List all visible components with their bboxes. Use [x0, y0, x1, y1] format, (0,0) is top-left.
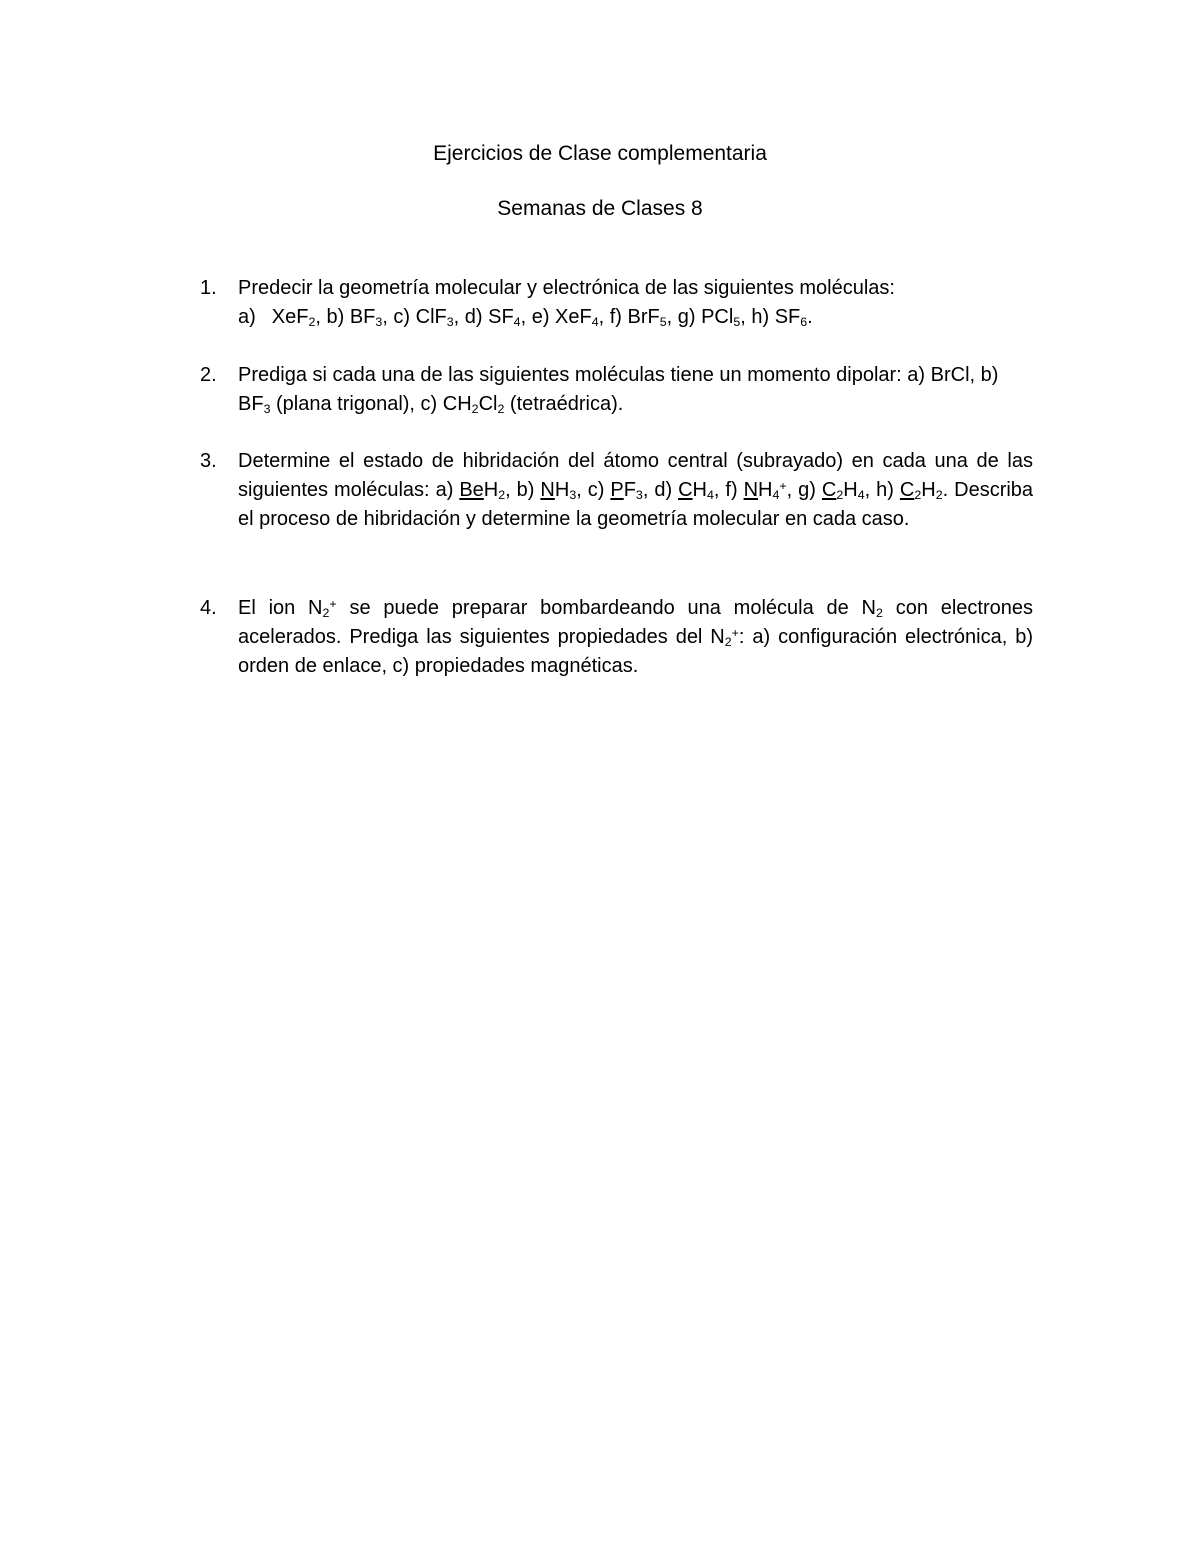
exercise-item	[200, 361, 1033, 419]
exercise-item	[200, 274, 1033, 332]
document-title: Ejercicios de Clase complementaria	[433, 142, 767, 165]
exercise-text: El ion $N_2^+$ se puede preparar bombardeando una molécula de $N_2$ con electrones acelerados. Prediga las siguientes propiedades del $N_2^+$: a) configuración electrónica, b) orden de enlace, c) propiedades magnéticas.	[238, 596, 1034, 677]
exercise-number: 1.	[200, 277, 217, 299]
exercise-number: 3.	[200, 450, 217, 472]
exercise-text: Prediga si cada una de las siguientes moléculas tiene un momento dipolar: a) BrCl, b) $BF_3$ (plana trigonal), c) $CH_2Cl_2$ (tetraédrica).	[238, 364, 999, 417]
exercise-number: 2.	[200, 364, 217, 386]
exercise-text: Predecir la geometría molecular y electrónica de las siguientes moléculas: a) XeF$_2$, b) $BF_3$, c) ClF$_3$, d) $SF_4$, e) XeF$_4$, f) BrF$_5$, g) PCl$_5$, h) $SF_6$.	[238, 277, 895, 330]
exercise-number: 4.	[200, 597, 217, 619]
exercise-item	[200, 447, 1033, 534]
document-subtitle: Semanas de Clases 8	[497, 197, 703, 220]
exercise-item	[200, 594, 1033, 681]
exercise-text: Determine el estado de hibridación del átomo central (subrayado) en cada una de las siguientes moléculas: a) BeH$_2$, b) $NH_3$, c) $PF_3$, d) $CH_4$, f) $NH_4^+$, g) $C_2H_4$, h) $C_2H_2$. Describa el proceso de hibridación y determine la geometría molecular en cada caso.	[238, 450, 1034, 530]
